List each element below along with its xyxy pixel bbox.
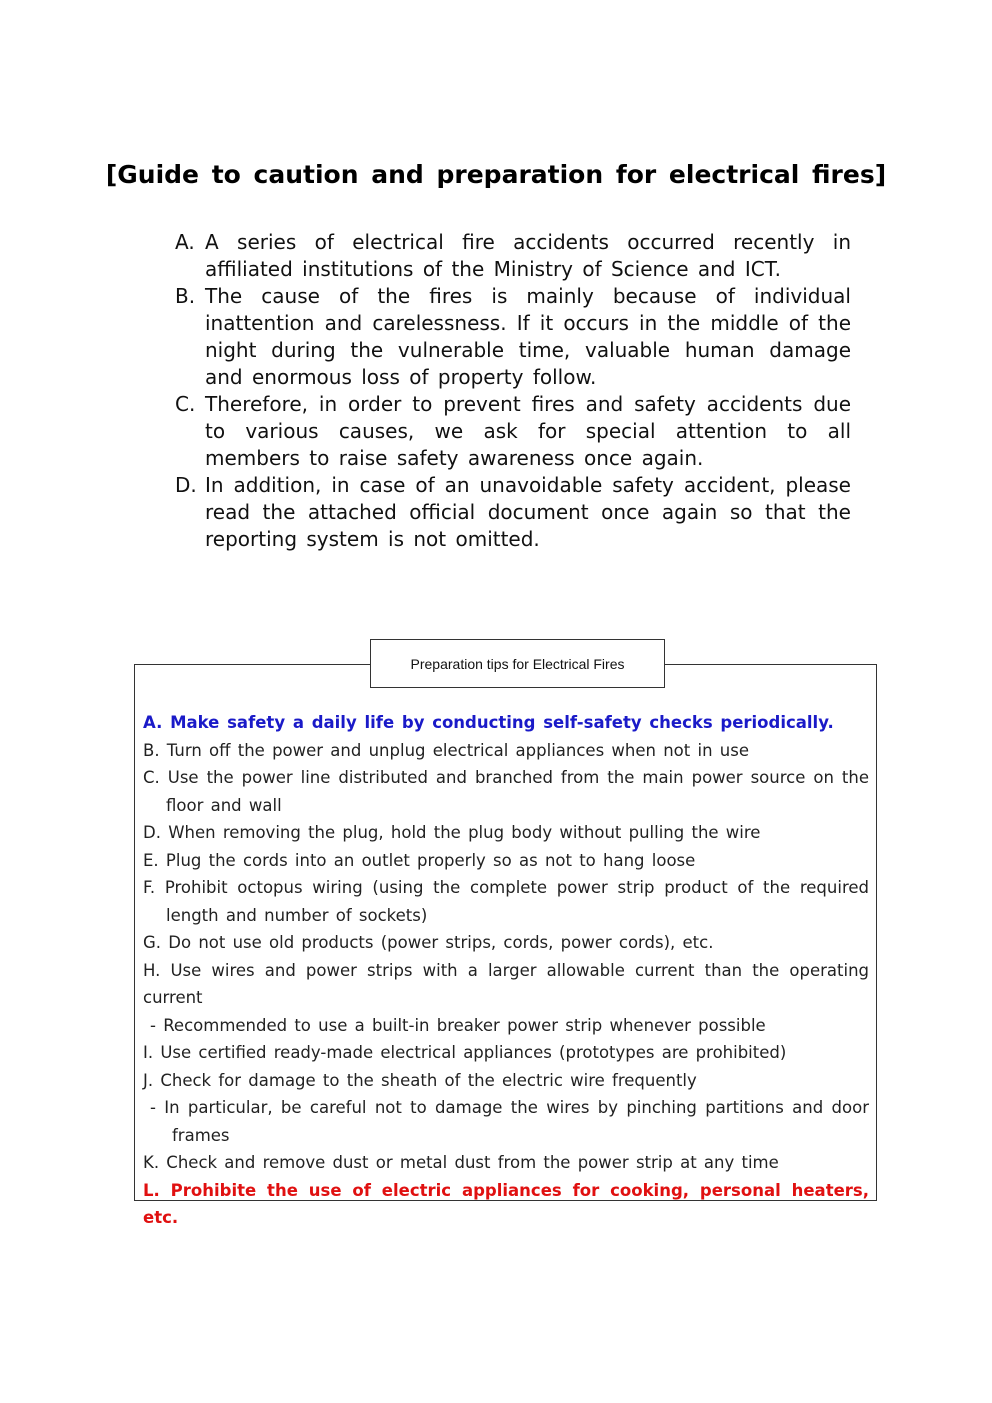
tips-list bbox=[143, 709, 869, 1232]
tip-item-b: B. Turn off the power and unplug electrical appliances when not in use bbox=[143, 740, 749, 760]
intro-text: A series of electrical fire accidents occurred recently in affiliated institutions of the Ministry of Science and ICT. bbox=[205, 230, 851, 281]
intro-item-c bbox=[175, 391, 851, 472]
tip-item-e: E. Plug the cords into an outlet properly so as not to hang loose bbox=[143, 850, 696, 870]
tip-item-i: I. Use certified ready-made electrical appliances (prototypes are prohibited) bbox=[143, 1043, 787, 1062]
tip-item-l: L. Prohibite the use of electric appliances for cooking, personal heaters, etc. bbox=[143, 1180, 869, 1227]
tip-item-f: F. Prohibit octopus wiring (using the complete power strip product of the required length and number of sockets) bbox=[143, 878, 869, 925]
intro-marker: C. bbox=[175, 392, 196, 416]
intro-text: In addition, in case of an unavoidable safety accident, please read the attached official document once again so that the reporting system is not omitted. bbox=[205, 473, 851, 551]
intro-marker: A. bbox=[175, 230, 195, 254]
intro-marker: D. bbox=[175, 473, 197, 497]
intro-item-a bbox=[175, 229, 851, 283]
intro-item-d bbox=[175, 472, 851, 553]
tip-item-h: H. Use wires and power strips with a larger allowable current than the operating current bbox=[143, 960, 869, 1007]
intro-item-b bbox=[175, 283, 851, 391]
tip-item-c: C. Use the power line distributed and branched from the main power source on the floor and wall bbox=[143, 768, 869, 815]
tip-item-a: A. Make safety a daily life by conducting self-safety checks periodically. bbox=[143, 713, 834, 732]
tip-item-j: J. Check for damage to the sheath of the electric wire frequently bbox=[143, 1070, 697, 1090]
intro-list bbox=[175, 229, 851, 553]
tip-item-d: D. When removing the plug, hold the plug body without pulling the wire bbox=[143, 823, 761, 842]
tip-subitem-h: - Recommended to use a built-in breaker power strip whenever possible bbox=[150, 1015, 766, 1035]
intro-marker: B. bbox=[175, 284, 196, 308]
intro-text: The cause of the fires is mainly because of individual inattention and carelessness. If it occurs in the middle of the night during the vulnerable time, valuable human damage and enormous loss of property follow. bbox=[205, 284, 851, 389]
tip-subitem-j: - In particular, be careful not to damage the wires by pinching partitions and door frames bbox=[150, 1098, 869, 1145]
tip-item-k: K. Check and remove dust or metal dust from the power strip at any time bbox=[143, 1153, 779, 1172]
document-title: [Guide to caution and preparation for electrical fires] bbox=[105, 160, 887, 189]
intro-text: Therefore, in order to prevent fires and safety accidents due to various causes, we ask for special attention to all members to raise safety awareness once again. bbox=[205, 392, 851, 470]
tips-box-header: Preparation tips for Electrical Fires bbox=[370, 639, 665, 688]
tip-item-g: G. Do not use old products (power strips, cords, power cords), etc. bbox=[143, 933, 714, 952]
